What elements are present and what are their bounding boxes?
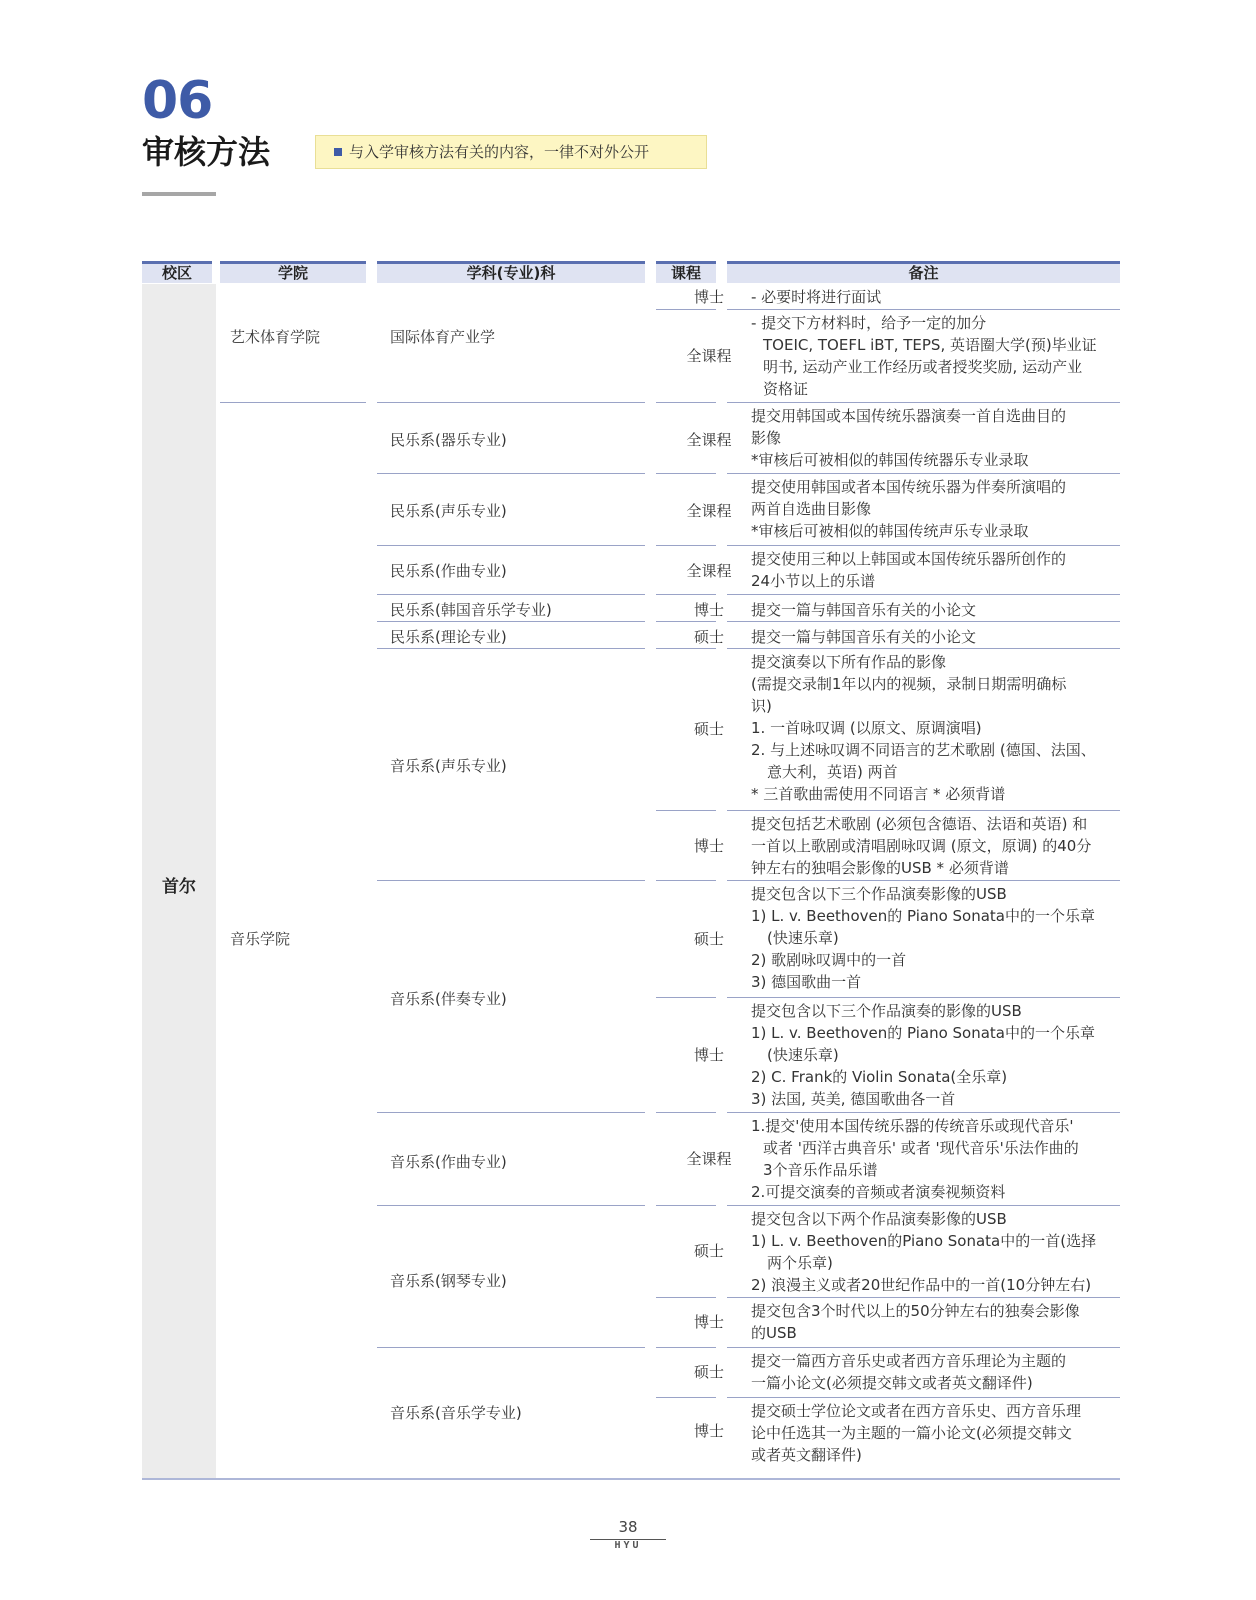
note-line: *审核后可被相似的韩国传统声乐专业录取 xyxy=(751,522,1029,540)
degree-cell: 全课程 xyxy=(686,562,732,580)
note-line: 提交一篇西方音乐史或者西方音乐理论为主题的 xyxy=(751,1352,1067,1370)
note-line: 提交包含以下三个作品演奏影像的USB xyxy=(751,885,1007,903)
row-divider xyxy=(727,309,1120,310)
note-cell xyxy=(751,1400,1121,1466)
degree-cell: 全课程 xyxy=(686,1150,732,1168)
note-line: 3) 法国, 英美, 德国歌曲各一首 xyxy=(751,1090,956,1108)
row-divider xyxy=(727,997,1120,998)
note-line: (快速乐章) xyxy=(767,1046,839,1064)
row-divider xyxy=(377,648,645,649)
note-line: (快速乐章) xyxy=(767,929,839,947)
department-cell: 民乐系(作曲专业) xyxy=(390,562,507,580)
department-cell: 民乐系(韩国音乐学专业) xyxy=(390,601,552,619)
row-divider xyxy=(656,621,716,622)
row-divider xyxy=(727,594,1120,595)
row-divider xyxy=(656,997,716,998)
degree-cell: 硕士 xyxy=(693,628,724,646)
note-line: 2) C. Frank的 Violin Sonata(全乐章) xyxy=(751,1068,1008,1086)
note-line: 1.提交'使用本国传统乐器的传统音乐或现代音乐' xyxy=(751,1117,1074,1135)
note-line: 提交用韩国或本国传统乐器演奏一首自选曲目的 xyxy=(751,407,1067,425)
department-cell: 音乐系(音乐学专业) xyxy=(390,1404,522,1422)
row-divider xyxy=(656,880,716,881)
notice-text: 与入学审核方法有关的内容，一律不对外公开 xyxy=(349,143,650,161)
section-title: 审核方法 xyxy=(142,133,271,171)
note-line: *审核后可被相似的韩国传统器乐专业录取 xyxy=(751,451,1029,469)
degree-cell: 硕士 xyxy=(693,930,724,948)
table-bottom-border xyxy=(142,1478,1120,1480)
degree-cell: 硕士 xyxy=(693,1242,724,1260)
row-divider xyxy=(727,1347,1120,1348)
row-divider xyxy=(220,402,366,403)
row-divider xyxy=(656,810,716,811)
row-divider xyxy=(377,594,645,595)
row-divider xyxy=(727,880,1120,881)
note-line: 1) L. v. Beethoven的 Piano Sonata中的一个乐章 xyxy=(751,907,1095,925)
department-cell: 民乐系(理论专业) xyxy=(390,628,507,646)
note-line: 3个音乐作品乐谱 xyxy=(763,1161,878,1179)
note-cell xyxy=(751,813,1121,879)
note-cell xyxy=(751,476,1121,542)
row-divider xyxy=(727,1205,1120,1206)
note-line: (需提交录制1年以内的视频，录制日期需明确标 xyxy=(751,675,1067,693)
degree-cell: 博士 xyxy=(693,1313,724,1331)
degree-cell: 博士 xyxy=(693,601,724,619)
notice-box xyxy=(315,135,707,169)
note-line: 1) L. v. Beethoven的 Piano Sonata中的一个乐章 xyxy=(751,1024,1095,1042)
row-divider xyxy=(377,402,645,403)
note-line: 提交使用韩国或者本国传统乐器为伴奏所演唱的 xyxy=(751,478,1067,496)
row-divider xyxy=(727,621,1120,622)
note-line: 2. 与上述咏叹调不同语言的艺术歌剧 (德国、法国、 xyxy=(751,741,1096,759)
note-line: 影像 xyxy=(751,429,782,447)
note-line: 2.可提交演奏的音频或者演奏视频资料 xyxy=(751,1183,1006,1201)
row-divider xyxy=(727,402,1120,403)
row-divider xyxy=(377,473,645,474)
row-divider xyxy=(727,810,1120,811)
note-line: 两首自选曲目影像 xyxy=(751,500,872,518)
note-line: TOEIC, TOEFL iBT, TEPS, 英语圈大学(预)毕业证 xyxy=(763,336,1097,354)
note-line: 1. 一首咏叹调 (以原文、原调演唱) xyxy=(751,719,982,737)
note-cell xyxy=(751,405,1121,471)
degree-cell: 博士 xyxy=(693,288,724,306)
college-cell: 艺术体育学院 xyxy=(230,328,321,346)
department-cell: 国际体育产业学 xyxy=(390,328,496,346)
note-line: 两个乐章) xyxy=(767,1254,833,1272)
row-divider xyxy=(656,402,716,403)
degree-cell: 硕士 xyxy=(693,720,724,738)
page-number: 38 xyxy=(618,1518,638,1536)
column-header-notes: 备注 xyxy=(727,261,1120,283)
note-cell xyxy=(751,651,1121,805)
row-divider xyxy=(377,1205,645,1206)
note-cell xyxy=(751,626,1121,648)
row-divider xyxy=(377,880,645,881)
note-line: * 三首歌曲需使用不同语言 * 必须背谱 xyxy=(751,785,1006,803)
degree-cell: 全课程 xyxy=(686,431,732,449)
row-divider xyxy=(377,621,645,622)
row-divider xyxy=(656,1205,716,1206)
note-line: 提交一篇与韩国音乐有关的小论文 xyxy=(751,628,977,646)
row-divider xyxy=(656,1347,716,1348)
square-bullet-icon xyxy=(334,148,342,156)
note-line: 提交硕士学位论文或者在西方音乐史、西方音乐理 xyxy=(751,1402,1082,1420)
note-line: 提交包含以下三个作品演奏的影像的USB xyxy=(751,1002,1022,1020)
note-cell xyxy=(751,883,1121,993)
note-cell xyxy=(751,1350,1121,1394)
degree-cell: 硕士 xyxy=(693,1363,724,1381)
campus-label: 首尔 xyxy=(162,877,196,897)
note-cell xyxy=(751,1300,1121,1344)
note-cell xyxy=(751,548,1121,592)
note-line: 提交一篇与韩国音乐有关的小论文 xyxy=(751,601,977,619)
column-header-department: 学科(专业)科 xyxy=(377,261,645,283)
note-line: 2) 歌剧咏叹调中的一首 xyxy=(751,951,907,969)
row-divider xyxy=(377,1112,645,1113)
note-cell xyxy=(751,286,1121,308)
row-divider xyxy=(377,545,645,546)
department-cell: 音乐系(伴奏专业) xyxy=(390,990,507,1008)
note-line: 钟左右的独唱会影像的USB * 必须背谱 xyxy=(751,859,1009,877)
row-divider xyxy=(656,1297,716,1298)
note-line: 1) L. v. Beethoven的Piano Sonata中的一首(选择 xyxy=(751,1232,1097,1250)
degree-cell: 全课程 xyxy=(686,347,732,365)
row-divider xyxy=(656,309,716,310)
note-line: 提交包含以下两个作品演奏影像的USB xyxy=(751,1210,1007,1228)
column-header-campus: 校区 xyxy=(142,261,212,283)
department-cell: 民乐系(器乐专业) xyxy=(390,431,507,449)
note-line: 提交使用三种以上韩国或本国传统乐器所创作的 xyxy=(751,550,1067,568)
row-divider xyxy=(727,648,1120,649)
row-divider xyxy=(727,473,1120,474)
footer-brand: HYU xyxy=(614,1540,642,1551)
note-line: 资格证 xyxy=(763,380,809,398)
row-divider xyxy=(727,545,1120,546)
note-line: 3) 德国歌曲一首 xyxy=(751,973,862,991)
note-line: 或者英文翻译件) xyxy=(751,1446,862,1464)
row-divider xyxy=(656,473,716,474)
note-cell xyxy=(751,312,1121,400)
column-header-degree: 课程 xyxy=(656,261,716,283)
department-cell: 民乐系(声乐专业) xyxy=(390,502,507,520)
degree-cell: 博士 xyxy=(693,1422,724,1440)
note-line: - 提交下方材料时，给予一定的加分 xyxy=(751,314,987,332)
note-line: 一篇小论文(必须提交韩文或者英文翻译件) xyxy=(751,1374,1033,1392)
note-cell xyxy=(751,1208,1121,1296)
row-divider xyxy=(656,1397,716,1398)
note-line: 或者 '西洋古典音乐' 或者 '现代音乐'乐法作曲的 xyxy=(763,1139,1079,1157)
note-line: 识) xyxy=(751,697,772,715)
degree-cell: 全课程 xyxy=(686,502,732,520)
row-divider xyxy=(727,1112,1120,1113)
note-cell xyxy=(751,1000,1121,1110)
department-cell: 音乐系(声乐专业) xyxy=(390,757,507,775)
note-line: 24小节以上的乐谱 xyxy=(751,572,876,590)
department-cell: 音乐系(作曲专业) xyxy=(390,1153,507,1171)
row-divider xyxy=(727,1397,1120,1398)
department-cell: 音乐系(钢琴专业) xyxy=(390,1272,507,1290)
note-line: 论中任选其一为主题的一篇小论文(必须提交韩文 xyxy=(751,1424,1072,1442)
row-divider xyxy=(656,1112,716,1113)
column-header-college: 学院 xyxy=(220,261,366,283)
note-line: 提交包含3个时代以上的50分钟左右的独奏会影像 xyxy=(751,1302,1080,1320)
note-line: 明书, 运动产业工作经历或者授奖奖励, 运动产业 xyxy=(763,358,1083,376)
note-line: 一首以上歌剧或清唱剧咏叹调 (原文，原调) 的40分 xyxy=(751,837,1092,855)
degree-cell: 博士 xyxy=(693,837,724,855)
row-divider xyxy=(656,594,716,595)
row-divider xyxy=(656,545,716,546)
row-divider xyxy=(727,1297,1120,1298)
note-line: 意大利，英语) 两首 xyxy=(767,763,898,781)
note-line: 提交包括艺术歌剧 (必须包含德语、法语和英语) 和 xyxy=(751,815,1088,833)
row-divider xyxy=(656,648,716,649)
note-line: 2) 浪漫主义或者20世纪作品中的一首(10分钟左右) xyxy=(751,1276,1092,1294)
note-line: 的USB xyxy=(751,1324,797,1342)
degree-cell: 博士 xyxy=(693,1046,724,1064)
section-number: 06 xyxy=(142,71,213,131)
row-divider xyxy=(377,1347,645,1348)
note-cell xyxy=(751,1115,1121,1203)
note-line: 提交演奏以下所有作品的影像 xyxy=(751,653,947,671)
note-line: - 必要时将进行面试 xyxy=(751,288,882,306)
title-underline xyxy=(142,192,216,196)
college-cell: 音乐学院 xyxy=(230,930,291,948)
note-cell xyxy=(751,599,1121,621)
